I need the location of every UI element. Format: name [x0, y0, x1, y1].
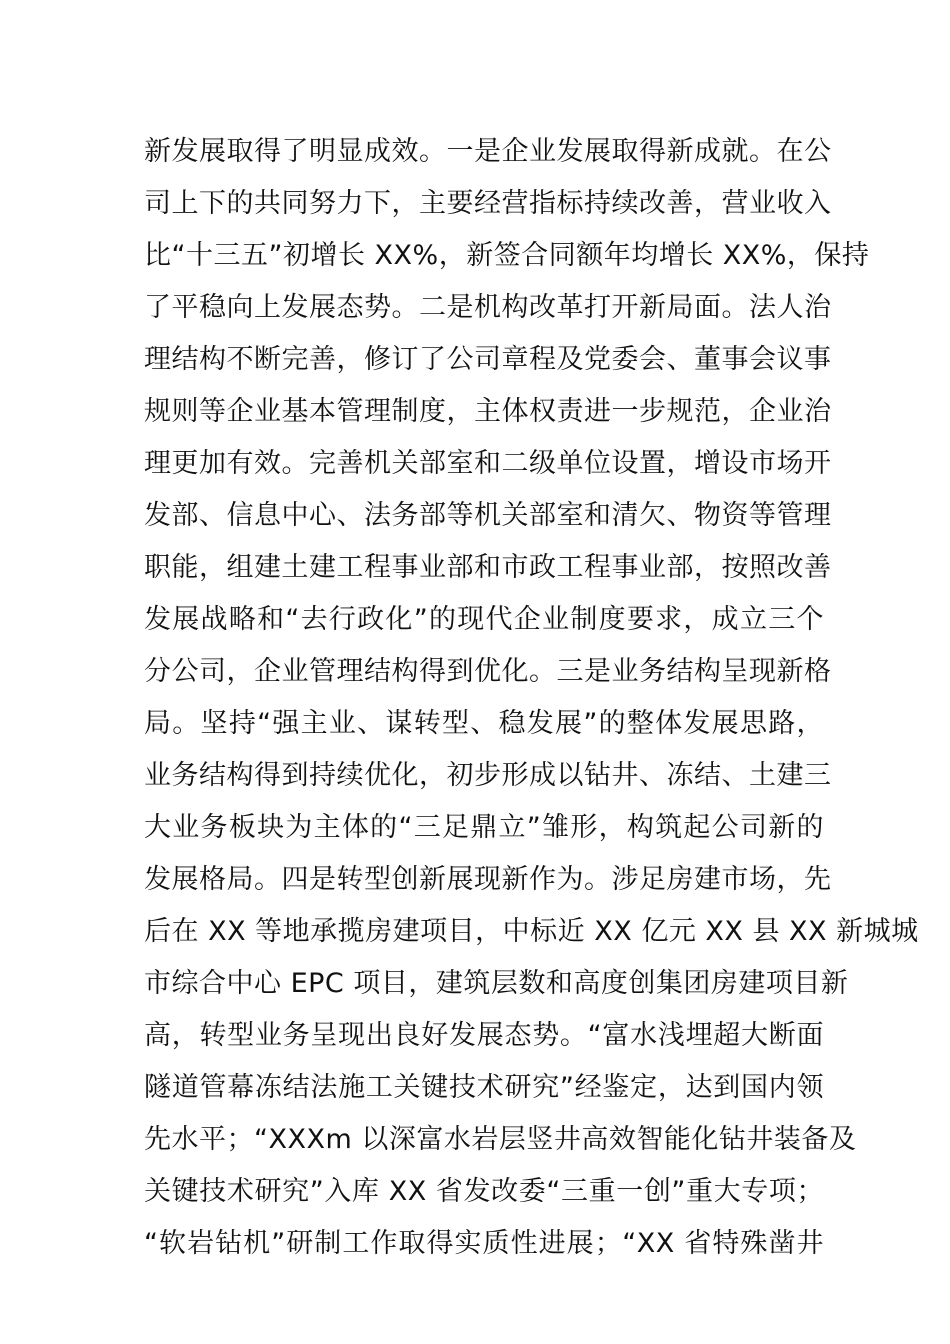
text-line: 大业务板块为主体的“三足鼎立”雏形，构筑起公司新的 — [144, 812, 824, 843]
body-text — [144, 126, 919, 1270]
text-line: 比“十三五”初增长 XX%，新签合同额年均增长 XX%，保持 — [144, 240, 870, 271]
text-line: 业务结构得到持续优化，初步形成以钻井、冻结、土建三 — [144, 760, 832, 791]
text-line: 后在 XX 等地承揽房建项目，中标近 XX 亿元 XX 县 XX 新城城 — [144, 916, 919, 947]
text-line: 新发展取得了明显成效。一是企业发展取得新成就。在公 — [144, 136, 832, 167]
text-line: “软岩钻机”研制工作取得实质性进展；“XX 省特殊凿井 — [144, 1228, 824, 1259]
text-line: 职能，组建土建工程事业部和市政工程事业部，按照改善 — [144, 552, 832, 583]
text-line: 理结构不断完善，修订了公司章程及党委会、董事会议事 — [144, 344, 832, 375]
text-line: 发展战略和“去行政化”的现代企业制度要求，成立三个 — [144, 604, 824, 635]
text-line: 局。坚持“强主业、谋转型、稳发展”的整体发展思路， — [144, 708, 824, 739]
text-line: 规则等企业基本管理制度，主体权责进一步规范，企业治 — [144, 396, 832, 427]
text-line: 理更加有效。完善机关部室和二级单位设置，增设市场开 — [144, 448, 832, 479]
text-line: 关键技术研究”入库 XX 省发改委“三重一创”重大专项； — [144, 1176, 824, 1207]
text-line: 发展格局。四是转型创新展现新作为。涉足房建市场，先 — [144, 864, 832, 895]
text-line: 高，转型业务呈现出良好发展态势。“富水浅埋超大断面 — [144, 1020, 824, 1051]
text-line: 市综合中心 EPC 项目，建筑层数和高度创集团房建项目新 — [144, 968, 849, 999]
text-line: 了平稳向上发展态势。二是机构改革打开新局面。法人治 — [144, 292, 832, 323]
text-line: 司上下的共同努力下，主要经营指标持续改善，营业收入 — [144, 188, 832, 219]
text-line: 分公司，企业管理结构得到优化。三是业务结构呈现新格 — [144, 656, 832, 687]
text-line: 发部、信息中心、法务部等机关部室和清欠、物资等管理 — [144, 500, 832, 531]
text-line: 先水平；“XXXm 以深富水岩层竖井高效智能化钻井装备及 — [144, 1124, 857, 1155]
text-line: 隧道管幕冻结法施工关键技术研究”经鉴定，达到国内领 — [144, 1072, 824, 1103]
